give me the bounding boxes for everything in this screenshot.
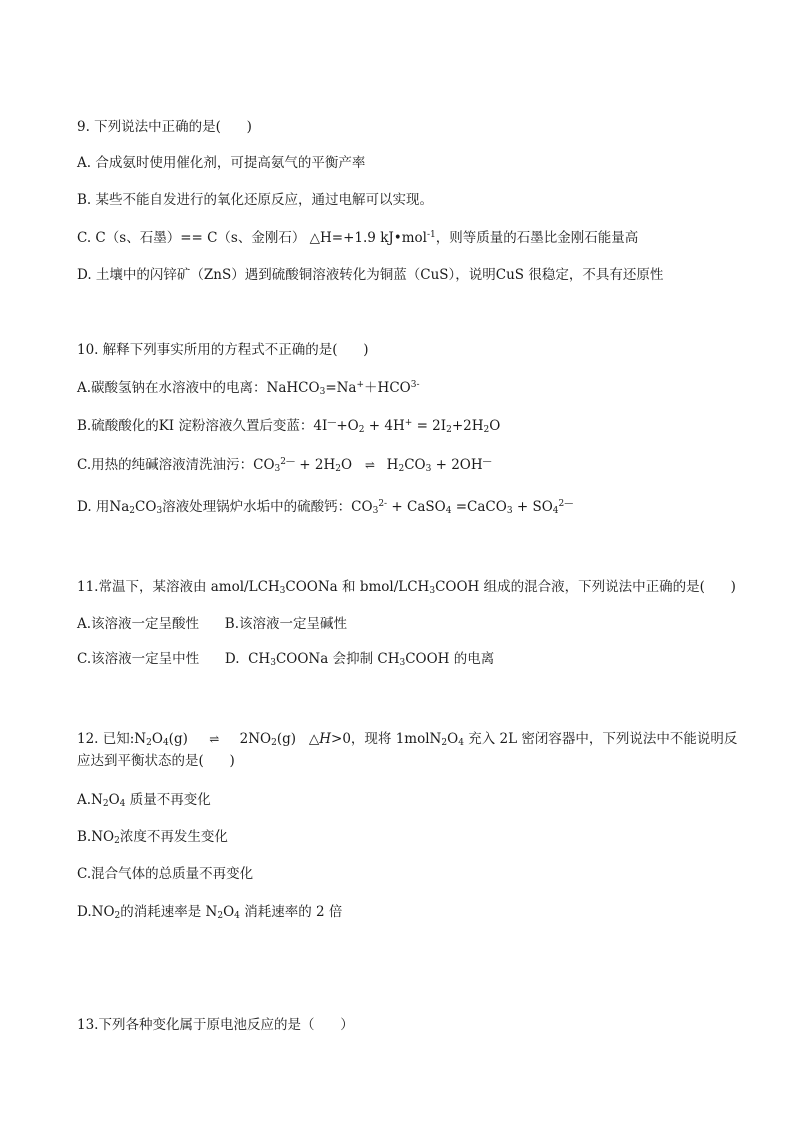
q10-stem: 10. 解释下列事实所用的方程式不正确的是( ) (77, 342, 369, 358)
q11-option-b: B.该溶液一定呈碱性 (224, 616, 348, 632)
q12-option-b: $B.NO_2$浓度不再发生变化 (77, 829, 228, 846)
q12-option-a: $A.N_2O_4$ 质量不再变化 (77, 792, 211, 809)
equilibrium-arrow-icon: ⇌ (364, 458, 374, 472)
q10-option-d: D. 用$Na_2CO_3$溶液处理锅炉水垢中的硫酸钙：$CO_3^{2-}$ + CaSO$_4$ =CaCO$_3$ + $SO_4^{2—}$ (77, 499, 574, 516)
q10-option-b: B.硫酸酸化的KI 淀粉溶液久置后变蓝：$4I^—+O_2 + 4H^+ = 2I_2+2H_2O$ (77, 418, 501, 435)
q13-stem: 13.下列各种变化属于原电池反应的是（ ） (77, 1017, 354, 1033)
q12-stem: 12. 已知$:N_2O_4(g)$ ⇌ $2NO_2(g)$ △H>0，现将 $1molN_2O_4$ 充入 2L 密闭容器中，下列说法中不能说明反 (77, 731, 738, 748)
equilibrium-arrow-icon: ⇌ (209, 732, 219, 746)
q11-options-cd (77, 649, 734, 669)
q12-option-d: $D.NO_2$的消耗速率是 $N_2O_4$ 消耗速率的 2 倍 (77, 904, 343, 921)
q10-option-c: C.用热的纯碱溶液清洗油污：$CO_3^{2—} + 2H_2O$ ⇌ $H_2CO_3 + 2OH^—$ (77, 457, 492, 474)
q9-option-a: A. 合成氨时使用催化剂，可提高氨气的平衡产率 (77, 155, 366, 171)
q11-stem: 11.常温下，某溶液由 amol/$LCH_3COONa$ 和 bmol/$LCH_3COOH$ 组成的混合液，下列说法中正确的是( ) (77, 579, 736, 596)
q10-option-a: A.碳酸氢钠在水溶液中的电离：$NaHCO_3=Na^++HCO^{3-}$ (77, 380, 420, 397)
q11-options-ab (77, 614, 734, 634)
q9-option-b: B. 某些不能自发进行的氧化还原反应，通过电解可以实现。 (77, 192, 434, 208)
q12-stem-continued: 应达到平衡状态的是( ) (77, 753, 235, 769)
q11-option-a: A.该溶液一定呈酸性 (77, 616, 200, 632)
q11-option-d: D. $CH_3COONa$ 会抑制 $CH_3COOH$ 的电离 (224, 651, 495, 668)
q9-option-d: D. 土壤中的闪锌矿（ZnS）遇到硫酸铜溶液转化为铜蓝（CuS），说明CuS 很稳定，不具有还原性 (77, 267, 664, 283)
q9-stem: 9. 下列说法中正确的是( ) (77, 119, 252, 135)
q9-option-c: C. C（s、石墨）== C（s、金刚石） △H=+1.9 kJ•mol$^{-1}$，则等质量的石墨比金刚石能量高 (77, 230, 639, 246)
q11-option-c: C.该溶液一定呈中性 (77, 651, 200, 667)
q12-option-c: C.混合气体的总质量不再变化 (77, 866, 254, 882)
